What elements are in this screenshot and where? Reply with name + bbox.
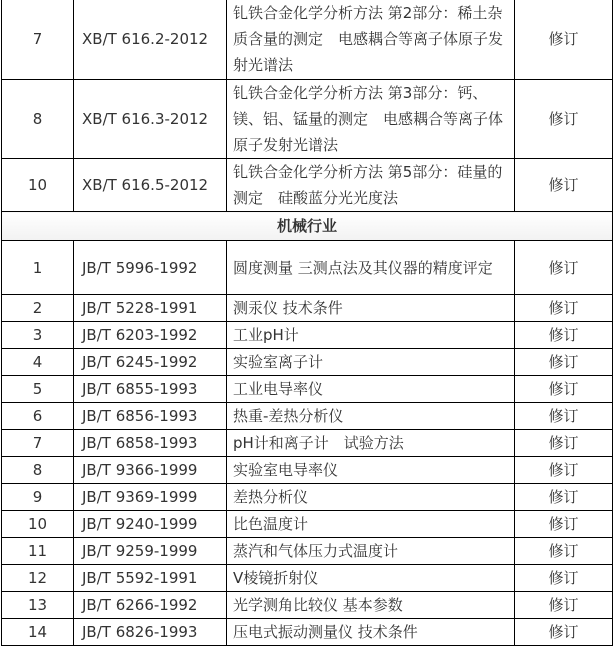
table-row: [2, 0, 613, 80]
standards-table: [1, 0, 613, 646]
table-row: [2, 295, 613, 322]
row-number: 11: [2, 538, 74, 565]
revision-type: 修订: [515, 484, 613, 511]
standard-code: JB/T 5996-1992: [74, 241, 227, 295]
standard-code: JB/T 6826-1993: [74, 619, 227, 646]
standard-name: 圆度测量 三测点法及其仪器的精度评定: [227, 241, 515, 295]
revision-type: 修订: [515, 592, 613, 619]
row-number: 10: [2, 159, 74, 212]
standard-name: V棱镜折射仪: [227, 565, 515, 592]
standard-code: JB/T 9369-1999: [74, 484, 227, 511]
section-header: 机械行业: [2, 212, 613, 241]
standard-code: JB/T 5228-1991: [74, 295, 227, 322]
standard-code: JB/T 6203-1992: [74, 322, 227, 349]
standard-code: JB/T 5592-1991: [74, 565, 227, 592]
row-number: 1: [2, 241, 74, 295]
standard-name: pH计和离子计 试验方法: [227, 430, 515, 457]
row-number: 2: [2, 295, 74, 322]
standard-name: 实验室电导率仪: [227, 457, 515, 484]
row-number: 7: [2, 430, 74, 457]
row-number: 4: [2, 349, 74, 376]
table-row: [2, 159, 613, 212]
standard-name: 钆铁合金化学分析方法 第3部分：钙、镁、铝、锰量的测定 电感耦合等离子体原子发射光谱法: [227, 80, 515, 159]
standard-name: 差热分析仪: [227, 484, 515, 511]
row-number: 8: [2, 457, 74, 484]
revision-type: 修订: [515, 565, 613, 592]
table-row: [2, 619, 613, 646]
standard-name: 压电式振动测量仪 技术条件: [227, 619, 515, 646]
standard-code: JB/T 9240-1999: [74, 511, 227, 538]
revision-type: 修订: [515, 403, 613, 430]
table-row: [2, 565, 613, 592]
standard-code: JB/T 9366-1999: [74, 457, 227, 484]
row-number: 3: [2, 322, 74, 349]
table-row: [2, 403, 613, 430]
revision-type: 修订: [515, 241, 613, 295]
revision-type: 修订: [515, 80, 613, 159]
table-row: [2, 511, 613, 538]
standard-code: JB/T 6266-1992: [74, 592, 227, 619]
standard-name: 实验室离子计: [227, 349, 515, 376]
standard-code: XB/T 616.2-2012: [74, 0, 227, 80]
table-row: [2, 241, 613, 295]
standard-name: 钆铁合金化学分析方法 第5部分：硅量的测定 硅酸蓝分光光度法: [227, 159, 515, 212]
row-number: 5: [2, 376, 74, 403]
table-row: [2, 376, 613, 403]
table-row: [2, 430, 613, 457]
revision-type: 修订: [515, 376, 613, 403]
row-number: 13: [2, 592, 74, 619]
revision-type: 修订: [515, 619, 613, 646]
standard-code: JB/T 6245-1992: [74, 349, 227, 376]
row-number: 7: [2, 0, 74, 80]
revision-type: 修订: [515, 295, 613, 322]
revision-type: 修订: [515, 457, 613, 484]
row-number: 12: [2, 565, 74, 592]
table-row: [2, 457, 613, 484]
revision-type: 修订: [515, 322, 613, 349]
table-row: [2, 592, 613, 619]
standard-code: JB/T 6858-1993: [74, 430, 227, 457]
standard-name: 钆铁合金化学分析方法 第2部分：稀土杂质含量的测定 电感耦合等离子体原子发射光谱法: [227, 0, 515, 80]
standard-name: 工业pH计: [227, 322, 515, 349]
row-number: 10: [2, 511, 74, 538]
revision-type: 修订: [515, 159, 613, 212]
row-number: 6: [2, 403, 74, 430]
standard-code: XB/T 616.5-2012: [74, 159, 227, 212]
revision-type: 修订: [515, 430, 613, 457]
standard-name: 热重-差热分析仪: [227, 403, 515, 430]
revision-type: 修订: [515, 511, 613, 538]
section-header-row: [2, 212, 613, 241]
table-row: [2, 484, 613, 511]
standard-code: JB/T 9259-1999: [74, 538, 227, 565]
table-row: [2, 349, 613, 376]
standard-name: 蒸汽和气体压力式温度计: [227, 538, 515, 565]
standard-code: JB/T 6855-1993: [74, 376, 227, 403]
row-number: 9: [2, 484, 74, 511]
standard-name: 光学测角比较仪 基本参数: [227, 592, 515, 619]
revision-type: 修订: [515, 349, 613, 376]
standard-name: 测汞仪 技术条件: [227, 295, 515, 322]
standard-name: 比色温度计: [227, 511, 515, 538]
revision-type: 修订: [515, 0, 613, 80]
table-row: [2, 322, 613, 349]
table-row: [2, 538, 613, 565]
standard-code: JB/T 6856-1993: [74, 403, 227, 430]
revision-type: 修订: [515, 538, 613, 565]
row-number: 14: [2, 619, 74, 646]
table-row: [2, 80, 613, 159]
standard-name: 工业电导率仪: [227, 376, 515, 403]
standard-code: XB/T 616.3-2012: [74, 80, 227, 159]
row-number: 8: [2, 80, 74, 159]
